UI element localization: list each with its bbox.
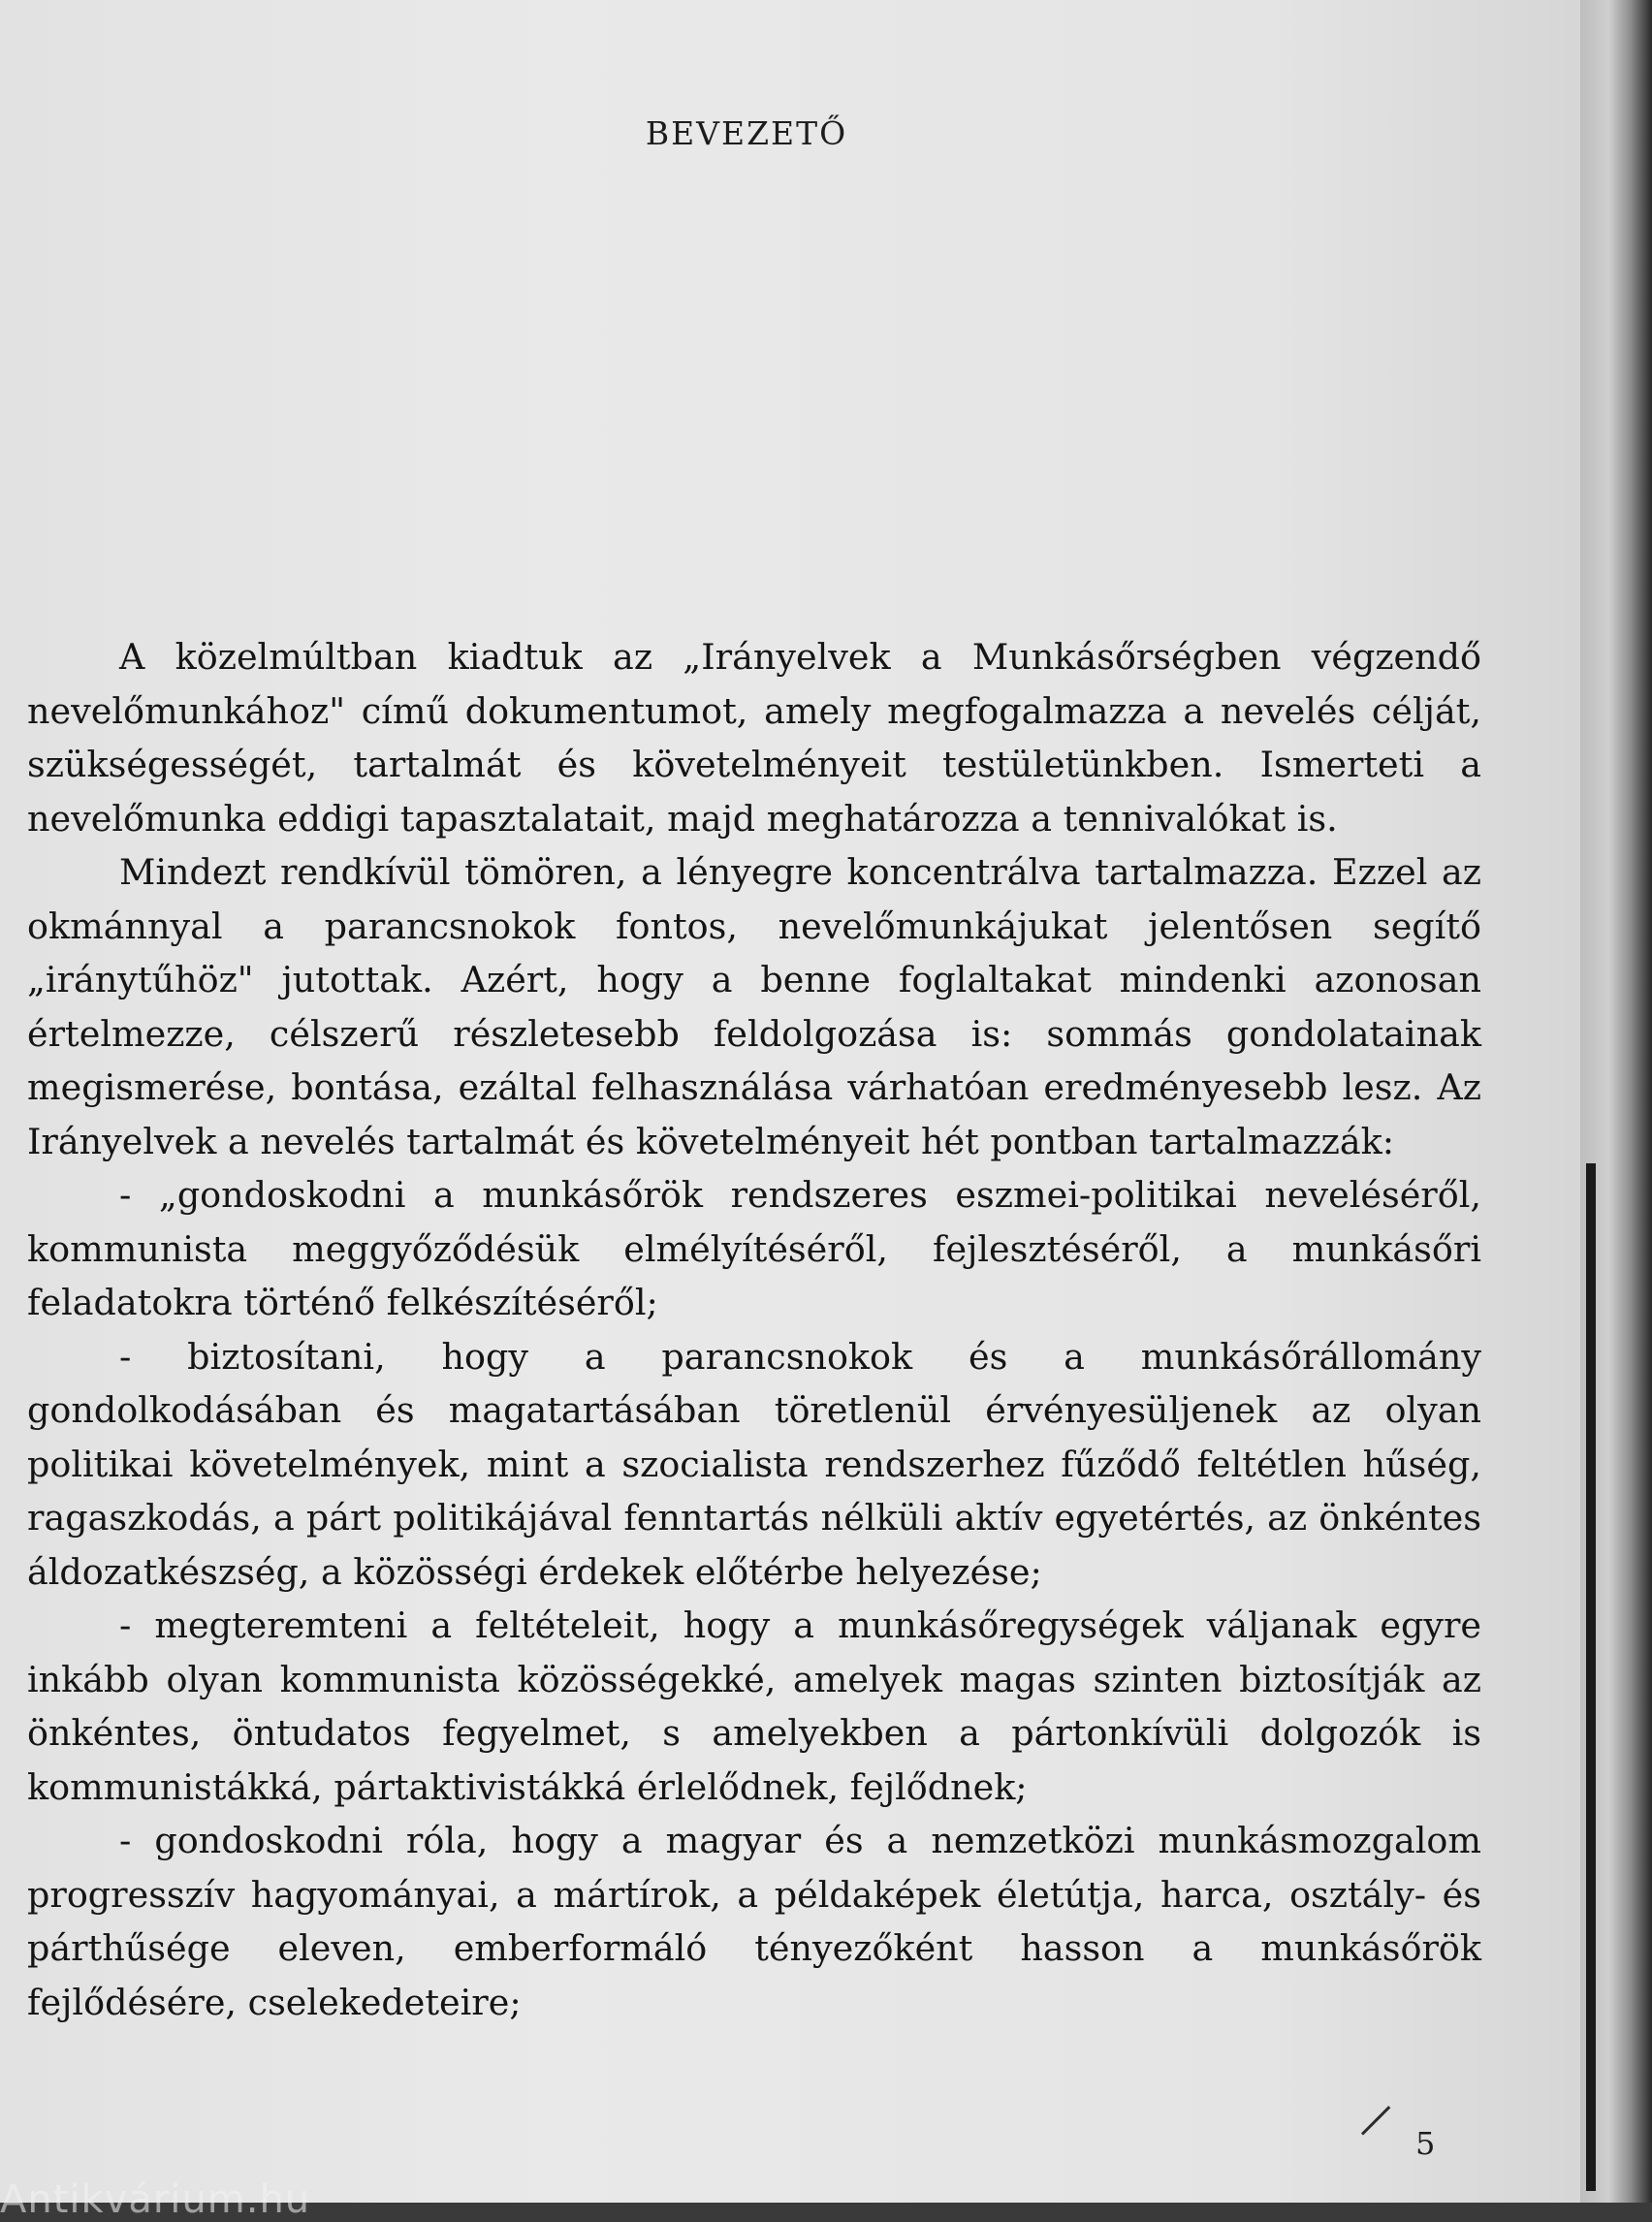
pen-mark: [1361, 2106, 1390, 2135]
list-item: - „gondoskodni a munkásőrök rendszeres eszmei-politikai neveléséről, kommunista meggyőződésük elmélyítéséről, fejlesztéséről, a munkásőri feladatokra történő felkészítéséről;: [27, 1174, 1481, 1323]
list-item: - megteremteni a feltételeit, hogy a munkásőregységek váljanak egyre inkább olyan kommunista közösségekké, amelyek magas szinten biztosítják az önkéntes, öntudatos fegyelmet, s amelyekben a pártonkívüli dolgozók is kommunistákká, pártaktivistákká érlelődnek, fejlődnek;: [27, 1604, 1481, 1808]
body-text: [27, 630, 1481, 2029]
list-item: - gondoskodni róla, hogy a magyar és a nemzetközi munkásmozgalom progresszív hagyományai, a mártírok, a példaképek életútja, harca, osztály- és párthűsége eleven, emberformáló tényezőként hasson a munkásőrök fejlődésére, cselekedeteire;: [27, 1820, 1481, 2023]
background-shadow: [1586, 1163, 1596, 2191]
paragraph: Mindezt rendkívül tömören, a lényegre koncentrálva tartalmazza. Ezzel az okmánnyal a parancsnokok fontos, nevelőmunkájukat jelentősen segítő „iránytűhöz" jutottak. Azért, hogy a benne foglaltakat mindenki azonosan értelmezze, célszerű részletesebb feldolgozása is: sommás gondolatainak megismerése, bontása, ezáltal felhasználása várhatóan eredményesebb lesz. Az Irányelvek a nevelés tartalmát és követelményeit hét pontban tartalmazzák:: [27, 851, 1481, 1162]
list-item: - biztosítani, hogy a parancsnokok és a munkásőrállomány gondolkodásában és magatartásában töretlenül érvényesüljenek az olyan politikai követelmények, mint a szocialista rendszerhez fűződő feltétlen hűség, ragaszkodás, a párt politikájával fenntartás nélküli aktív egyetértés, az önkéntes áldozatkészség, a közösségi érdekek előtérbe helyezése;: [27, 1335, 1481, 1593]
page-number: 5: [1415, 2125, 1436, 2162]
paragraph: A közelmúltban kiadtuk az „Irányelvek a Munkásőrségben végzendő nevelőmunkához" című dokumentumot, amely megfogalmazza a nevelés célját, szükségességét, tartalmát és követelményeit testületünkben. Ismerteti a nevelőmunka eddigi tapasztalatait, majd meghatározza a tennivalókat is.: [27, 636, 1481, 840]
chapter-title: BEVEZETŐ: [645, 114, 848, 152]
watermark: Antikvárium.hu: [0, 2177, 311, 2222]
